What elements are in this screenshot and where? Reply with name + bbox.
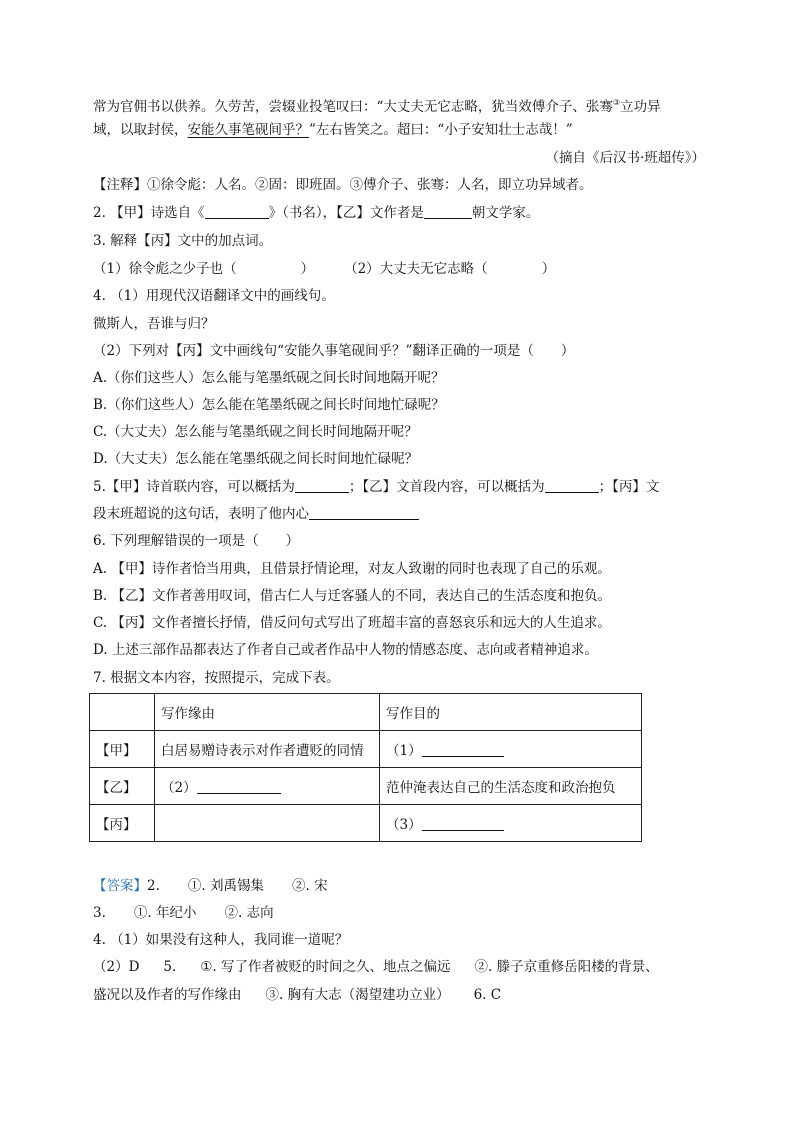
table-row bbox=[90, 768, 642, 805]
answer-blank bbox=[309, 505, 419, 520]
q6-option-B: B. 【乙】文作者善用叹词，借古仁人与迁客骚人的不同，表达自己的生活态度和抱负。 bbox=[93, 588, 612, 604]
table-header-row bbox=[90, 694, 642, 731]
answer-blank bbox=[205, 204, 269, 219]
q6-option-D: D. 上述三部作品都表达了作者自己或者作品中人物的情感态度、志向或者精神追求。 bbox=[93, 642, 598, 658]
question-7: 7. 根据文本内容，按照提示，完成下表。 bbox=[93, 670, 340, 686]
answer-blank bbox=[422, 816, 504, 831]
table-cell: （2） bbox=[155, 768, 380, 805]
answer-blank bbox=[422, 742, 504, 757]
answer-table bbox=[89, 693, 642, 842]
option-A: A.（你们这些人）怎么能与笔墨纸砚之间长时间地隔开呢？ bbox=[93, 370, 445, 386]
q6-option-A: A. 【甲】诗作者恰当用典，且借景抒情论理，对友人致谢的同时也表现了自己的乐观。 bbox=[93, 561, 611, 577]
table-cell: 范仲淹表达自己的生活态度和政治抱负 bbox=[380, 768, 642, 805]
answer-line-3: 4. （1）如果没有这种人，我同谁一道呢？ bbox=[93, 932, 349, 948]
answer-blank bbox=[197, 779, 281, 794]
answer-blank bbox=[295, 478, 349, 493]
option-C: C.（大丈夫）怎么能与笔墨纸砚之间长时间地隔开呢？ bbox=[93, 424, 418, 440]
question-3-items: （1）徐令彪之少子也（ ） （2）大丈夫无它志略（ ） bbox=[93, 261, 556, 277]
underlined-sentence: 安能久事笔砚间乎？ bbox=[187, 122, 309, 138]
question-2: 2. 【甲】诗选自《 》（书名），【乙】文作者是 朝文学家。 bbox=[93, 205, 540, 221]
answer-blank bbox=[424, 204, 472, 219]
table-header-cell: 写作目的 bbox=[380, 694, 642, 731]
table-row bbox=[90, 805, 642, 842]
table-cell: 【甲】 bbox=[90, 731, 155, 768]
option-D: D.（大丈夫）怎么能在笔墨纸砚之间长时间地忙碌呢？ bbox=[93, 451, 419, 467]
passage-notes: 【注释】①徐令彪：人名。②固：即班固。③傅介子、张骞：人名，即立功异域者。 bbox=[93, 177, 593, 193]
table-row bbox=[90, 731, 642, 768]
question-5-line-2: 段末班超说的这句话，表明了他内心 bbox=[93, 504, 419, 524]
answer-line-1: 【答案】2. ①. 刘禹锡集 ②. 宋 bbox=[93, 878, 328, 894]
table-cell: 【乙】 bbox=[90, 768, 155, 805]
question-4-sentence: 微斯人，吾谁与归？ bbox=[93, 316, 215, 332]
table-header-cell: 写作缘由 bbox=[155, 694, 380, 731]
q6-option-C: C. 【丙】文作者擅长抒情，借反问句式写出了班超丰富的喜怒哀乐和远大的人生追求。 bbox=[93, 615, 611, 631]
question-4: 4. （1）用现代汉语翻译文中的画线句。 bbox=[93, 288, 335, 304]
table-cell: 【丙】 bbox=[90, 805, 155, 842]
table-cell bbox=[155, 805, 380, 842]
answer-blank bbox=[545, 478, 599, 493]
passage-line-1: 常为官佣书以供养。久劳苦，尝辍业投笔叹曰：“大丈夫无它志略，犹当效傅介子、张骞③立功异 bbox=[93, 98, 661, 115]
answer-label: 【答案】 bbox=[93, 878, 147, 894]
option-B: B.（你们这些人）怎么能在笔墨纸砚之间长时间地忙碌呢？ bbox=[93, 397, 445, 413]
passage-source: （摘自《后汉书·班超传》） bbox=[545, 150, 705, 166]
question-5: 5.【甲】诗首联内容，可以概括为 ；【乙】文首段内容，可以概括为 ；【丙】文 bbox=[93, 479, 660, 495]
answer-line-4: （2）D 5. ①. 写了作者被贬的时间之久、地点之偏远 ②. 滕子京重修岳阳楼的背景、 bbox=[93, 959, 659, 975]
table-header-cell bbox=[90, 694, 155, 731]
answer-line-5: 盛况以及作者的写作缘由 ③. 胸有大志（渴望建功立业） 6. C bbox=[93, 987, 502, 1003]
question-3: 3. 解释【丙】文中的加点词。 bbox=[93, 233, 273, 249]
question-4-2: （2）下列对【丙】文中画线句“安能久事笔砚间乎？”翻译正确的一项是（ ） bbox=[93, 343, 575, 359]
passage-line-2: 域，以取封侯，安能久事笔砚间乎？”左右皆笑之。超曰：“小子安知壮士志哉！” bbox=[93, 122, 573, 138]
table-cell: （1） bbox=[380, 731, 642, 768]
answer-line-2: 3. ①. 年纪小 ②. 志向 bbox=[93, 905, 274, 921]
table-cell: （3） bbox=[380, 805, 642, 842]
table-cell: 白居易赠诗表示对作者遭贬的同情 bbox=[155, 731, 380, 768]
question-6: 6. 下列理解错误的一项是（ ） bbox=[93, 533, 300, 549]
